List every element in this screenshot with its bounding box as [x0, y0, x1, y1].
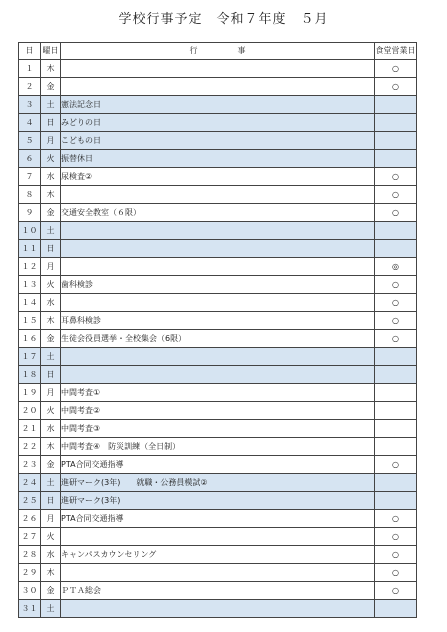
cafeteria-mark: ○	[375, 528, 417, 546]
weekday-cell: 木	[41, 60, 61, 78]
day-cell: ２７	[19, 528, 41, 546]
cafeteria-mark: ○	[375, 60, 417, 78]
event-cell	[61, 78, 375, 96]
day-cell: ２	[19, 78, 41, 96]
cafeteria-mark	[375, 438, 417, 456]
cafeteria-mark: ○	[375, 78, 417, 96]
weekday-cell: 水	[41, 294, 61, 312]
weekday-cell: 金	[41, 582, 61, 600]
weekday-cell: 月	[41, 384, 61, 402]
weekday-cell: 金	[41, 204, 61, 222]
header-events: 行 事	[61, 43, 375, 60]
event-cell	[61, 564, 375, 582]
table-row	[19, 78, 417, 96]
day-cell: １７	[19, 348, 41, 366]
day-cell: １１	[19, 240, 41, 258]
table-row	[19, 312, 417, 330]
cafeteria-mark	[375, 474, 417, 492]
weekday-cell: 月	[41, 510, 61, 528]
day-cell: ２９	[19, 564, 41, 582]
day-cell: １０	[19, 222, 41, 240]
weekday-cell: 日	[41, 114, 61, 132]
cafeteria-mark: ○	[375, 186, 417, 204]
event-cell	[61, 258, 375, 276]
table-row	[19, 132, 417, 150]
table-row	[19, 60, 417, 78]
event-cell	[61, 222, 375, 240]
event-cell: PTA合同交通指導	[61, 456, 375, 474]
weekday-cell: 木	[41, 438, 61, 456]
table-row	[19, 222, 417, 240]
event-cell: 交通安全教室（６限）	[61, 204, 375, 222]
cafeteria-mark: ○	[375, 168, 417, 186]
event-cell: 中間考査②	[61, 402, 375, 420]
table-row	[19, 258, 417, 276]
table-row	[19, 240, 417, 258]
day-cell: ２５	[19, 492, 41, 510]
event-cell	[61, 366, 375, 384]
table-row	[19, 582, 417, 600]
event-cell: ＰＴＡ総会	[61, 582, 375, 600]
table-row	[19, 438, 417, 456]
day-cell: ２０	[19, 402, 41, 420]
day-cell: ３	[19, 96, 41, 114]
day-cell: １３	[19, 276, 41, 294]
weekday-cell: 木	[41, 564, 61, 582]
day-cell: １４	[19, 294, 41, 312]
event-cell	[61, 348, 375, 366]
cafeteria-mark	[375, 222, 417, 240]
table-row	[19, 528, 417, 546]
cafeteria-mark: ○	[375, 276, 417, 294]
table-row	[19, 456, 417, 474]
table-row	[19, 168, 417, 186]
cafeteria-mark	[375, 384, 417, 402]
schedule-table	[18, 42, 417, 618]
cafeteria-mark	[375, 420, 417, 438]
cafeteria-mark: ○	[375, 564, 417, 582]
cafeteria-mark	[375, 600, 417, 618]
day-cell: ２４	[19, 474, 41, 492]
day-cell: ２３	[19, 456, 41, 474]
table-row	[19, 492, 417, 510]
weekday-cell: 月	[41, 258, 61, 276]
day-cell: １	[19, 60, 41, 78]
weekday-cell: 日	[41, 492, 61, 510]
event-cell	[61, 600, 375, 618]
cafeteria-mark: ◎	[375, 258, 417, 276]
cafeteria-mark	[375, 402, 417, 420]
table-row	[19, 150, 417, 168]
weekday-cell: 火	[41, 402, 61, 420]
table-row	[19, 564, 417, 582]
table-row	[19, 402, 417, 420]
cafeteria-mark: ○	[375, 204, 417, 222]
day-cell: １８	[19, 366, 41, 384]
schedule-body	[19, 60, 417, 618]
day-cell: １２	[19, 258, 41, 276]
weekday-cell: 金	[41, 78, 61, 96]
weekday-cell: 土	[41, 348, 61, 366]
table-row	[19, 366, 417, 384]
day-cell: ６	[19, 150, 41, 168]
table-row	[19, 600, 417, 618]
header-weekday: 曜日	[41, 43, 61, 60]
event-cell: 中間考査①	[61, 384, 375, 402]
event-cell: 生徒会役員選挙・全校集会（6限）	[61, 330, 375, 348]
day-cell: １６	[19, 330, 41, 348]
weekday-cell: 金	[41, 456, 61, 474]
day-cell: ２２	[19, 438, 41, 456]
event-cell: 進研マーク(3年) 就職・公務員模試②	[61, 474, 375, 492]
event-cell: 進研マーク(3年)	[61, 492, 375, 510]
table-row	[19, 420, 417, 438]
day-cell: １５	[19, 312, 41, 330]
cafeteria-mark: ○	[375, 546, 417, 564]
cafeteria-mark: ○	[375, 582, 417, 600]
cafeteria-mark: ○	[375, 312, 417, 330]
weekday-cell: 水	[41, 420, 61, 438]
cafeteria-mark	[375, 132, 417, 150]
cafeteria-mark	[375, 96, 417, 114]
event-cell	[61, 294, 375, 312]
event-cell: こどもの日	[61, 132, 375, 150]
day-cell: ２６	[19, 510, 41, 528]
cafeteria-mark: ○	[375, 294, 417, 312]
cafeteria-mark: ○	[375, 330, 417, 348]
weekday-cell: 日	[41, 240, 61, 258]
cafeteria-mark	[375, 492, 417, 510]
weekday-cell: 金	[41, 330, 61, 348]
cafeteria-mark	[375, 114, 417, 132]
day-cell: ５	[19, 132, 41, 150]
cafeteria-mark: ○	[375, 510, 417, 528]
table-row	[19, 384, 417, 402]
day-cell: ４	[19, 114, 41, 132]
weekday-cell: 火	[41, 528, 61, 546]
cafeteria-mark	[375, 150, 417, 168]
weekday-cell: 土	[41, 600, 61, 618]
weekday-cell: 水	[41, 546, 61, 564]
day-cell: １９	[19, 384, 41, 402]
table-row	[19, 330, 417, 348]
page-title: 学校行事予定 令和７年度 ５月	[118, 12, 329, 27]
event-cell: 中間考査③	[61, 420, 375, 438]
table-row	[19, 546, 417, 564]
table-row	[19, 96, 417, 114]
weekday-cell: 火	[41, 276, 61, 294]
event-cell: 振替休日	[61, 150, 375, 168]
event-cell: PTA合同交通指導	[61, 510, 375, 528]
day-cell: ２８	[19, 546, 41, 564]
table-row	[19, 186, 417, 204]
weekday-cell: 土	[41, 474, 61, 492]
day-cell: ２１	[19, 420, 41, 438]
day-cell: ８	[19, 186, 41, 204]
header-cafeteria: 食堂営業日	[375, 43, 417, 60]
event-cell	[61, 186, 375, 204]
weekday-cell: 火	[41, 150, 61, 168]
day-cell: ３１	[19, 600, 41, 618]
event-cell	[61, 528, 375, 546]
weekday-cell: 土	[41, 222, 61, 240]
table-row	[19, 204, 417, 222]
cafeteria-mark	[375, 366, 417, 384]
table-row	[19, 114, 417, 132]
table-row	[19, 474, 417, 492]
weekday-cell: 木	[41, 312, 61, 330]
day-cell: ７	[19, 168, 41, 186]
cafeteria-mark	[375, 348, 417, 366]
cafeteria-mark	[375, 240, 417, 258]
table-row	[19, 294, 417, 312]
event-cell: 歯科検診	[61, 276, 375, 294]
event-cell: 中間考査④ 防災訓練（全日制）	[61, 438, 375, 456]
event-cell: 耳鼻科検診	[61, 312, 375, 330]
table-header-row	[19, 43, 417, 60]
day-cell: ３０	[19, 582, 41, 600]
table-row	[19, 510, 417, 528]
event-cell: 尿検査②	[61, 168, 375, 186]
table-row	[19, 276, 417, 294]
weekday-cell: 月	[41, 132, 61, 150]
weekday-cell: 日	[41, 366, 61, 384]
day-cell: ９	[19, 204, 41, 222]
event-cell	[61, 60, 375, 78]
event-cell: みどりの日	[61, 114, 375, 132]
table-row	[19, 348, 417, 366]
weekday-cell: 水	[41, 168, 61, 186]
cafeteria-mark: ○	[375, 456, 417, 474]
header-day: 日	[19, 43, 41, 60]
weekday-cell: 木	[41, 186, 61, 204]
weekday-cell: 土	[41, 96, 61, 114]
event-cell	[61, 240, 375, 258]
event-cell: キャンパスカウンセリング	[61, 546, 375, 564]
event-cell: 憲法記念日	[61, 96, 375, 114]
